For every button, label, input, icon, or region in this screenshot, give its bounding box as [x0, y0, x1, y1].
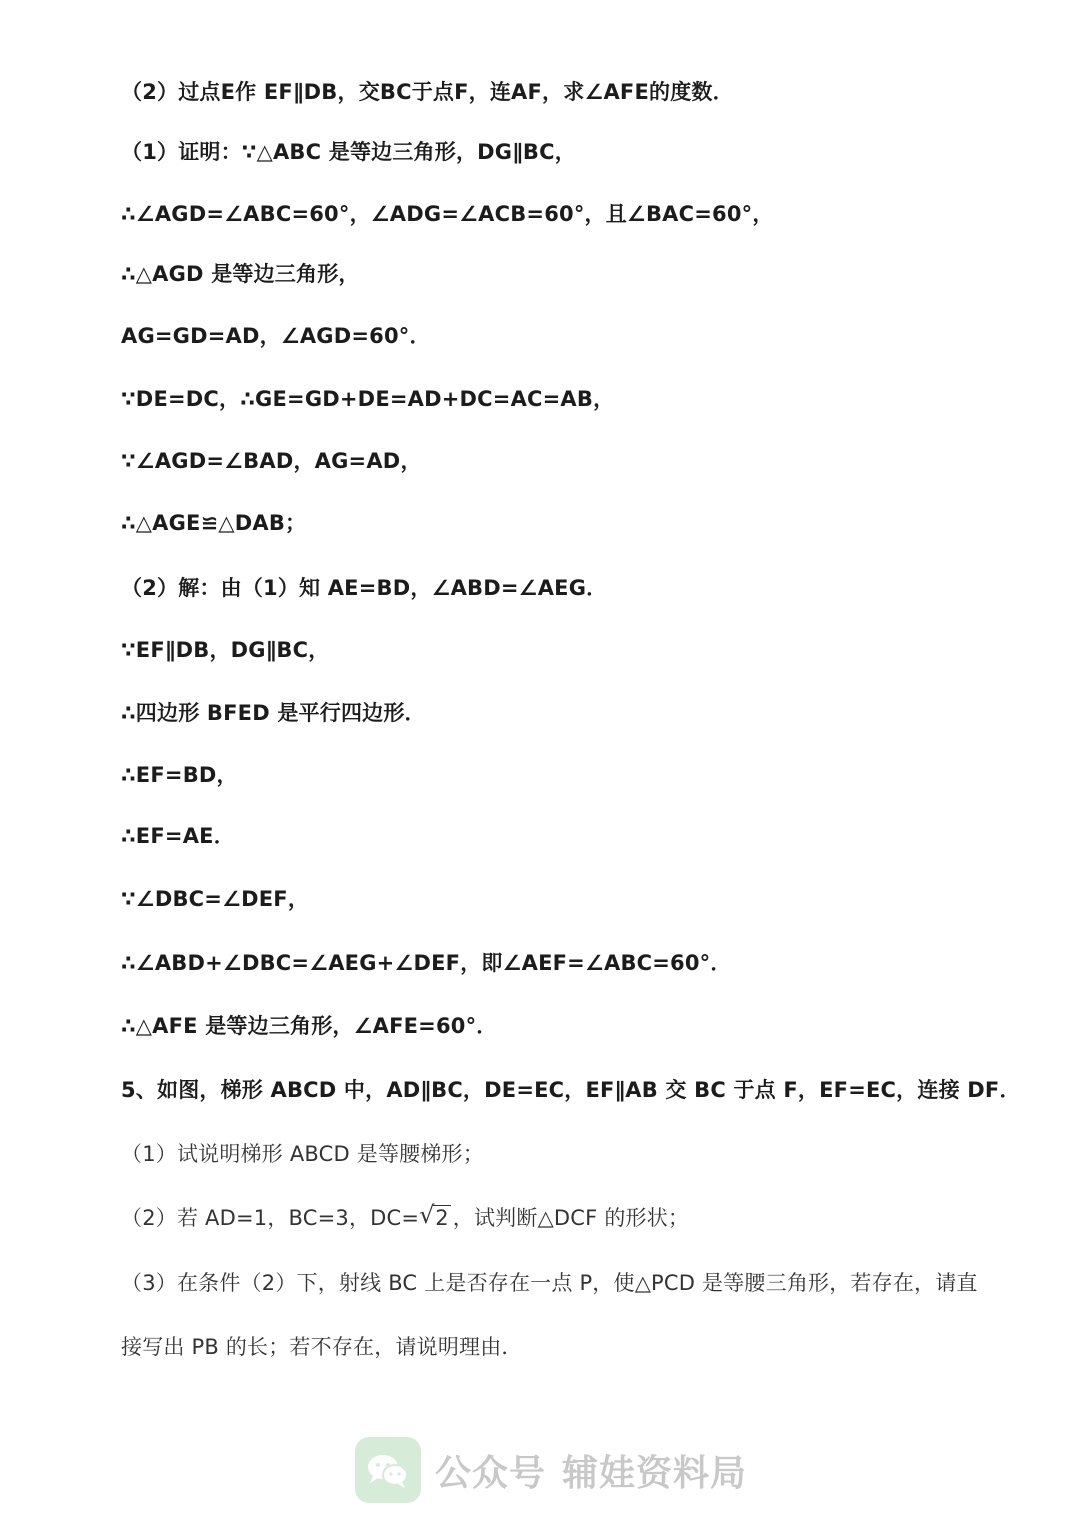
problem-5-part-3-continued: 接写出 PB 的长；若不存在，请说明理由．	[121, 1335, 523, 1359]
text-line: ∴∠ABD+∠DBC=∠AEG+∠DEF，即∠AEF=∠ABC=60°．	[121, 951, 732, 975]
text-line: ∵∠AGD=∠BAD，AG=AD，	[121, 449, 422, 473]
watermark-name: 辅娃资料局	[562, 1452, 748, 1494]
part-2-suffix: ，试判断△DCF 的形状；	[452, 1206, 690, 1230]
text-line: ∴△AGE≌△DAB；	[121, 511, 307, 535]
sqrt-radicand: 2	[435, 1206, 449, 1230]
watermark-text	[435, 1445, 747, 1496]
text-line: ∵DE=DC，∴GE=GD+DE=AD+DC=AC=AB，	[121, 387, 615, 411]
text-line: AG=GD=AD，∠AGD=60°．	[121, 324, 431, 348]
problem-5-part-2	[121, 1203, 981, 1233]
problem-5-part-1: （1）试说明梯形 ABCD 是等腰梯形；	[121, 1142, 484, 1166]
text-line: ∴EF=AE．	[121, 824, 235, 848]
sqrt-expression	[419, 1203, 451, 1233]
wechat-icon	[355, 1437, 421, 1503]
problem-5-part-3: （3）在条件（2）下，射线 BC 上是否存在一点 P，使△PCD 是等腰三角形，若存在，请直	[121, 1271, 978, 1295]
text-line: ∴四边形 BFED 是平行四边形．	[121, 701, 426, 725]
watermark-footer	[355, 1436, 747, 1504]
part-2-prefix: （2）若 AD=1，BC=3，DC=	[121, 1206, 420, 1230]
problem-5-statement: 5、如图，梯形 ABCD 中，AD∥BC，DE=EC，EF∥AB 交 BC 于点 F，EF=EC，连接 DF．	[121, 1078, 1021, 1102]
text-line: ∵EF∥DB，DG∥BC，	[121, 638, 330, 662]
sqrt-sign: √	[419, 1201, 435, 1229]
text-line: （2）过点E作 EF∥DB，交BC于点F，连AF，求∠AFE的度数．	[121, 80, 734, 104]
text-line: ∴△AGD 是等边三角形，	[121, 262, 360, 286]
text-line: ∴△AFE 是等边三角形，∠AFE=60°．	[121, 1014, 498, 1038]
text-line: ∴EF=BD，	[121, 763, 238, 787]
text-line: （1）证明：∵△ABC 是等边三角形，DG∥BC，	[121, 140, 576, 164]
text-line: （2）解：由（1）知 AE=BD，∠ABD=∠AEG．	[121, 576, 608, 600]
text-line: ∴∠AGD=∠ABC=60°，∠ADG=∠ACB=60°，且∠BAC=60°，	[121, 202, 774, 226]
text-line: ∵∠DBC=∠DEF，	[121, 887, 310, 911]
watermark-label: 公众号	[435, 1452, 547, 1494]
